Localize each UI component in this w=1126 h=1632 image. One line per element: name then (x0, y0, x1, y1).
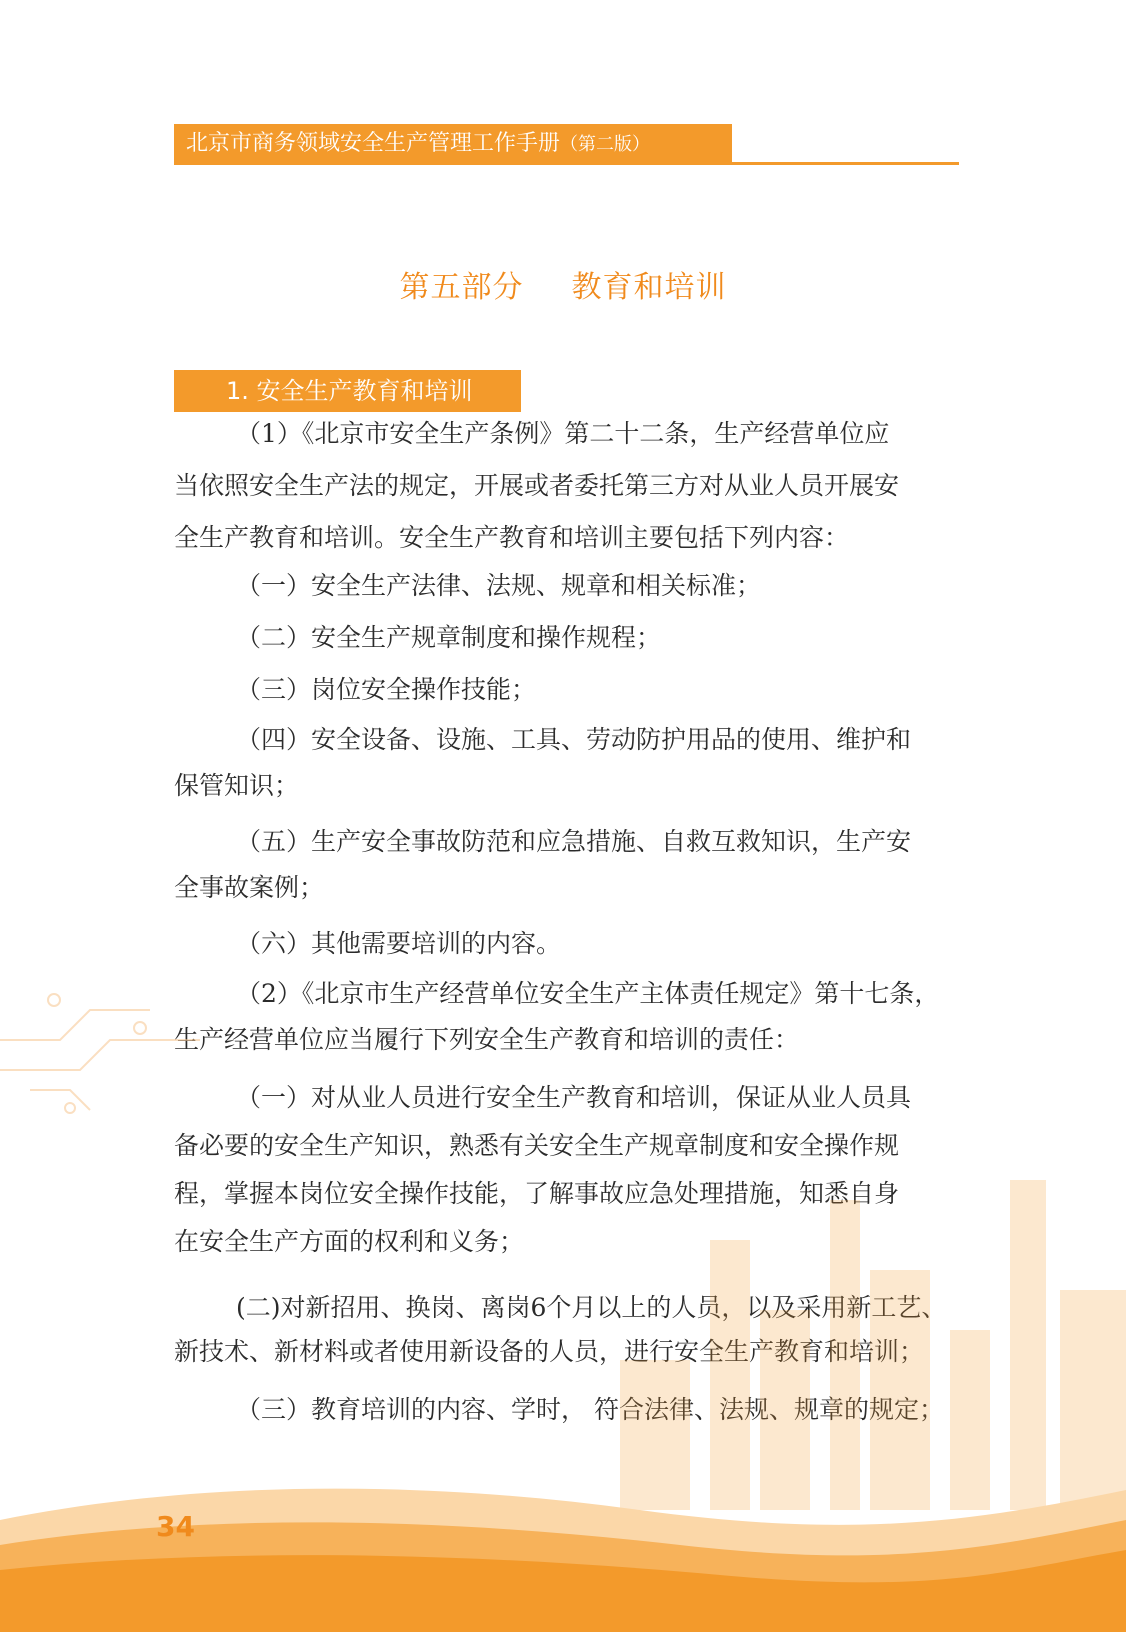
text-line: （1）《北京市安全生产条例》第二十二条，生产经营单位应 (236, 419, 890, 448)
handbook-edition: （第二版） (560, 134, 651, 155)
running-header (174, 124, 732, 164)
text-line: 在安全生产方面的权利和义务； (174, 1227, 525, 1256)
part-label: 第五部分 (399, 270, 524, 305)
paragraph-article-22 (174, 408, 954, 564)
text-line: 生产经营单位应当履行下列安全生产教育和培训的责任： (174, 1025, 800, 1054)
part-name: 教育和培训 (571, 270, 727, 305)
page-number: 34 (156, 1510, 195, 1543)
list-item-1 (174, 560, 954, 612)
text-line: （2）《北京市生产经营单位安全生产主体责任规定》第十七条， (236, 979, 940, 1008)
text-line: （一）安全生产法律、法规、规章和相关标准； (236, 571, 762, 600)
list-item-3 (174, 664, 954, 716)
text-line: 保管知识； (174, 771, 300, 800)
part-title (0, 262, 1126, 306)
text-line: （五）生产安全事故防范和应急措施、自救互救知识，生产安 (236, 827, 912, 856)
handbook-title: 北京市商务领域安全生产管理工作手册 (186, 131, 561, 156)
section-heading: 1. 安全生产教育和培训 (174, 370, 521, 412)
paragraph-article-17 (174, 968, 954, 1066)
text-line: 备必要的安全生产知识，熟悉有关安全生产规章制度和安全操作规 (174, 1131, 900, 1160)
list-item-4 (174, 714, 954, 812)
text-line: （二）安全生产规章制度和操作规程； (236, 623, 662, 652)
text-line: 新技术、新材料或者使用新设备的人员，进行安全生产教育和培训； (174, 1337, 925, 1366)
text-line: （六）其他需要培训的内容。 (236, 929, 562, 958)
header-rule (174, 162, 959, 165)
text-line: (二)对新招用、换岗、离岗6个月以上的人员，以及采用新工艺、 (236, 1293, 947, 1322)
text-line: 程，掌握本岗位安全操作技能，了解事故应急处理措施，知悉自身 (174, 1179, 900, 1208)
text-line: （四）安全设备、设施、工具、劳动防护用品的使用、维护和 (236, 725, 912, 754)
list-item-5 (174, 816, 954, 914)
list-item-6 (174, 918, 954, 970)
list-item-2 (174, 612, 954, 664)
text-line: （三）岗位安全操作技能； (236, 675, 537, 704)
text-line: （三）教育培训的内容、学时， 符合法律、法规、规章的规定； (236, 1395, 944, 1424)
text-line: 当依照安全生产法的规定，开展或者委托第三方对从业人员开展安 (174, 471, 900, 500)
text-line: 全事故案例； (174, 873, 325, 902)
circuit-decoration-icon (0, 980, 220, 1120)
text-line: （一）对从业人员进行安全生产教育和培训，保证从业人员具 (236, 1083, 912, 1112)
text-line: 全生产教育和培训。安全生产教育和培训主要包括下列内容： (174, 523, 850, 552)
